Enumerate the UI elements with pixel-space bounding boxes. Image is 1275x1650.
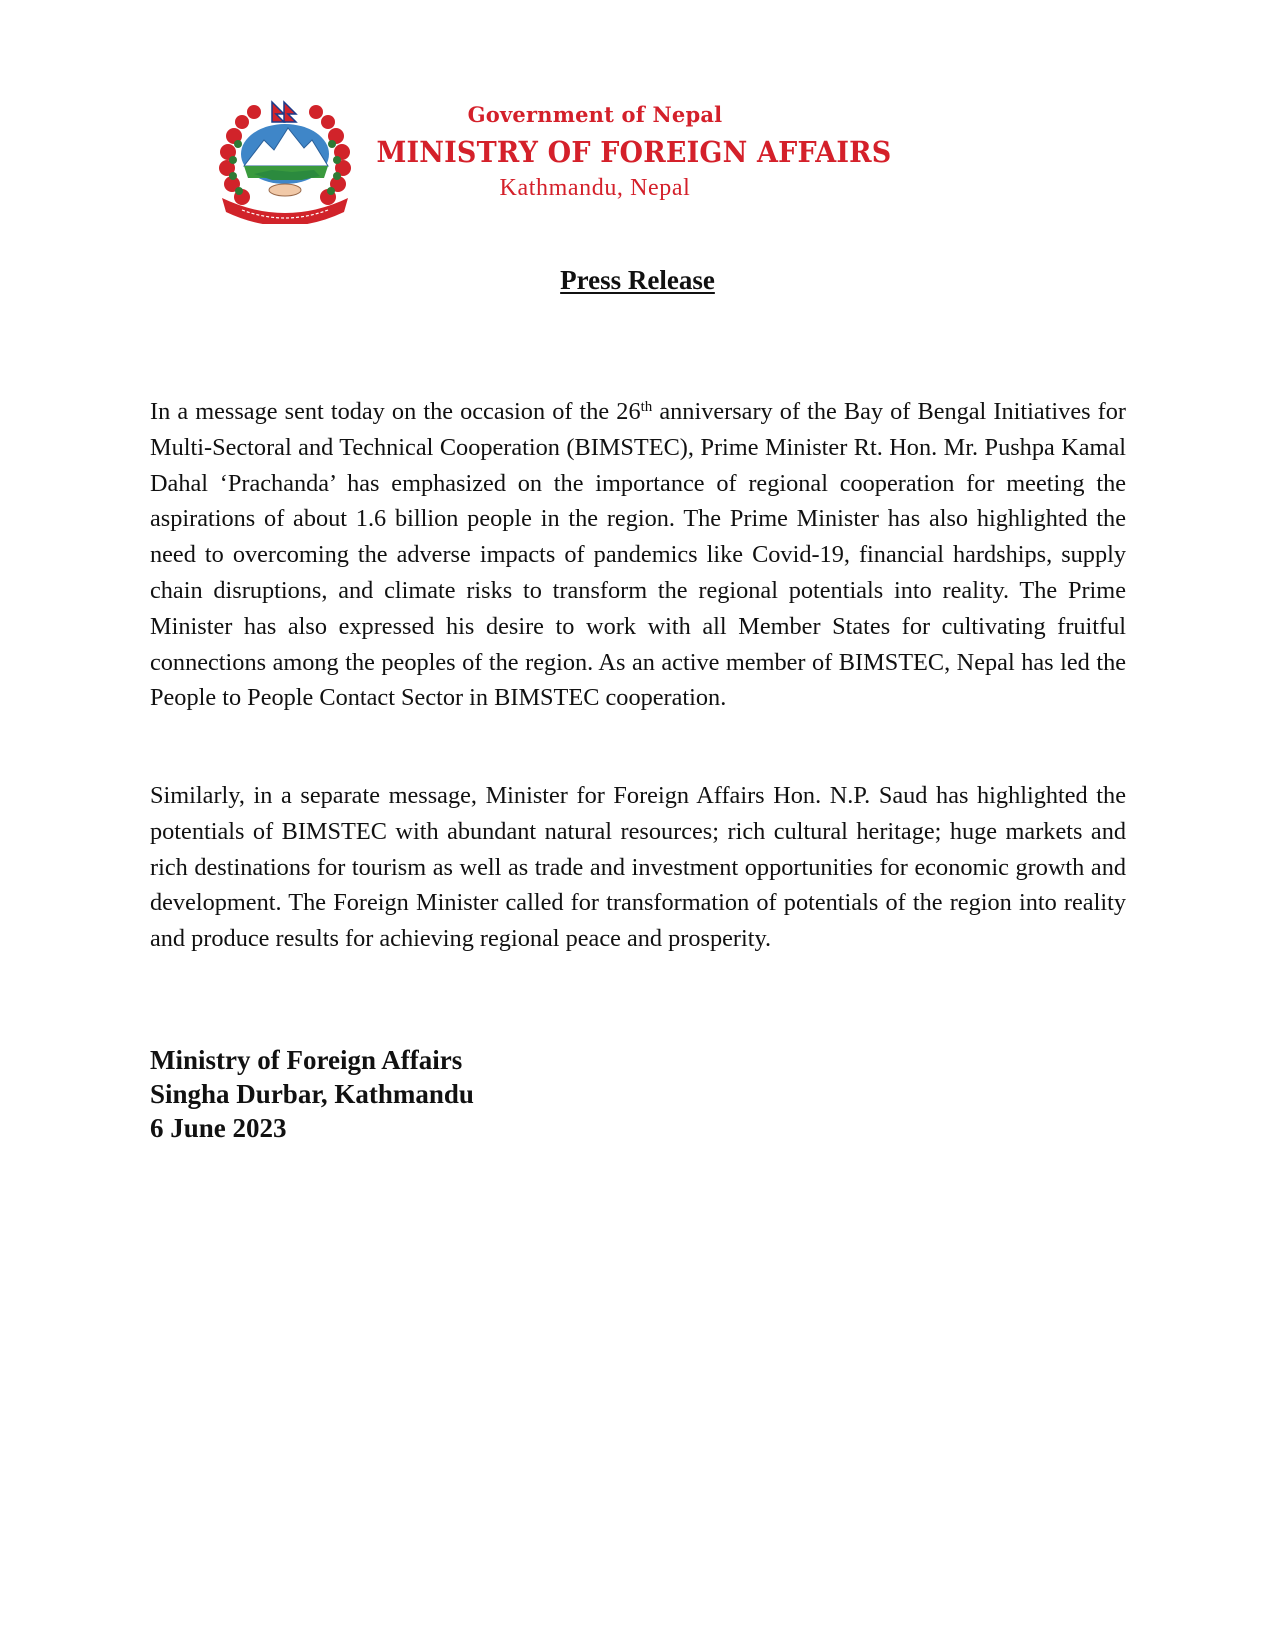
letterhead bbox=[212, 96, 912, 226]
nepal-coat-of-arms-icon bbox=[212, 100, 360, 224]
signoff-date: 6 June 2023 bbox=[150, 1113, 287, 1143]
paragraph-1-start: In a message sent today on the occasion of the 26 bbox=[150, 398, 641, 425]
body-paragraph-1 bbox=[150, 394, 1126, 716]
signoff-address: Singha Durbar, Kathmandu bbox=[150, 1079, 474, 1109]
ministry-location: Kathmandu, Nepal bbox=[499, 175, 691, 201]
ministry-name: MINISTRY OF FOREIGN AFFAIRS bbox=[376, 135, 892, 169]
signoff-organization: Ministry of Foreign Affairs bbox=[150, 1045, 463, 1075]
ordinal-suffix: th bbox=[640, 398, 653, 415]
body-paragraph-2: Similarly, in a separate message, Minister for Foreign Affairs Hon. N.P. Saud has highlighted the potentials of BIMSTEC with abundant natural resources; rich cultural heritage; huge markets and rich destinations for tourism as well as trade and investment opportunities for economic growth and development. The Foreign Minister called for transformation of potentials of the region into reality and produce results for achieving regional peace and prosperity. bbox=[150, 782, 1126, 953]
government-name: Government of Nepal bbox=[467, 102, 723, 127]
document-title: Press Release bbox=[560, 265, 715, 295]
paragraph-1-rest: anniversary of the Bay of Bengal Initiatives for Multi-Sectoral and Technical Cooperation (BIMSTEC), Prime Minister Rt. Hon. Mr. Pushpa Kamal Dahal ‘Prachanda’ has emphasized on the importance of regional cooperation for meeting the aspirations of about 1.6 billion people in the region. The Prime Minister has also highlighted the need to overcoming the adverse impacts of pandemics like Covid-19, financial hardships, supply chain disruptions, and climate risks to transform the regional potentials into reality. The Prime Minister has also expressed his desire to work with all Member States for cultivating fruitful connections among the peoples of the region. As an active member of BIMSTEC, Nepal has led the People to People Contact Sector in BIMSTEC cooperation. bbox=[150, 398, 1126, 712]
letterhead-text bbox=[360, 96, 892, 202]
signoff-block bbox=[150, 1043, 474, 1145]
